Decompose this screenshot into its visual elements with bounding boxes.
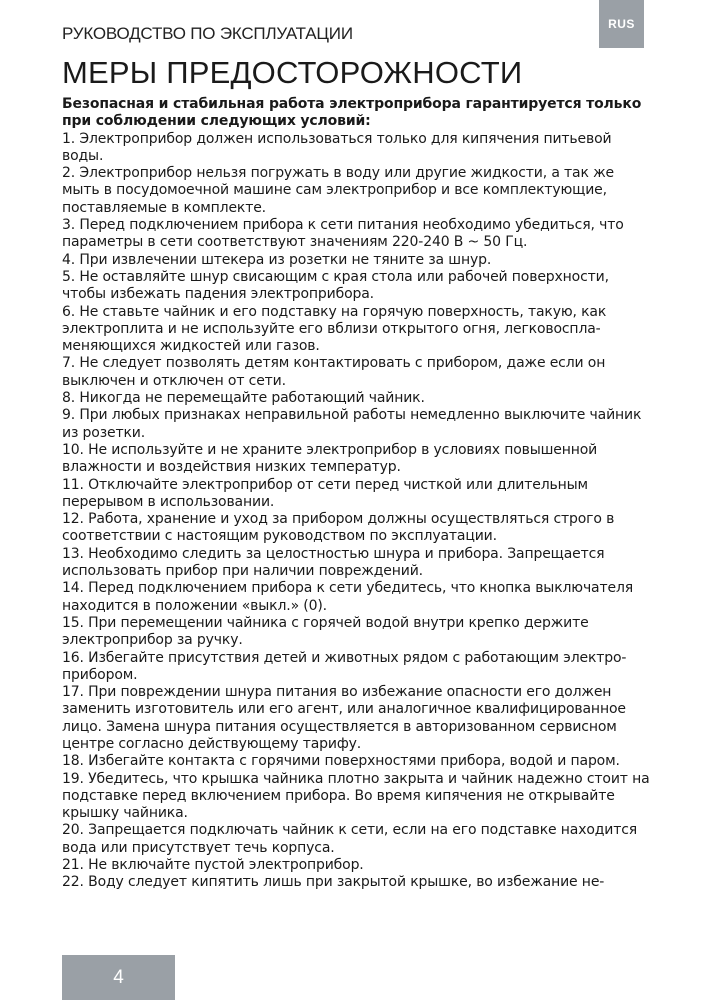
page-number: 4	[62, 955, 175, 1000]
safety-rule-20: 20. Запрещается подключать чайник к сети, если на его подставке находится вода или присутствует течь корпуса.	[62, 822, 638, 856]
safety-rule-18: 18. Избегайте контакта с горячими поверхностями прибора, водой и паром.	[62, 753, 620, 770]
language-badge: RUS	[599, 0, 644, 48]
safety-rule-8: 8. Никогда не перемещайте работающий чайник.	[62, 390, 425, 407]
safety-rule-3: 3. Перед подключением прибора к сети питания необходимо убедиться, что параметры в сети соответствуют значениям 220-240 В ~ 50 Гц.	[62, 217, 624, 251]
safety-rule-15: 15. При перемещении чайника с горячей водой внутри крепко держите электроприбор за ручку.	[62, 614, 589, 649]
safety-rule-14: 14. Перед подключением прибора к сети убедитесь, что кнопка выключателя находится в положении «выкл.» (0).	[62, 580, 634, 614]
safety-rule-19: 19. Убедитесь, что крышка чайника плотно закрыта и чайник надежно стоит на подставке перед включением прибора. Во время кипячения не открывайте крышку чайника.	[62, 770, 650, 822]
safety-rule-21: 21. Не включайте пустой электроприбор.	[62, 857, 364, 874]
safety-rule-1: 1. Электроприбор должен использоваться только для кипячения питьевой воды.	[62, 130, 612, 164]
safety-rule-22: 22. Воду следует кипятить лишь при закрытой крышке, во избежание не-	[62, 874, 605, 891]
safety-rules-list	[62, 131, 650, 892]
safety-precautions-section	[62, 96, 650, 892]
safety-rule-4: 4. При извлечении штекера из розетки не тяните за шнур.	[62, 251, 492, 268]
safety-rule-2: 2. Электроприбор нельзя погружать в воду или другие жидкости, а так же мыть в посудомоечной машине сам электроприбор и все комплектующие, поставляемые в комплекте.	[62, 165, 615, 216]
page-title: МЕРЫ ПРЕДОСТОРОЖНОСТИ	[62, 55, 523, 90]
safety-rule-9: 9. При любых признаках неправильной работы немедленно выключите чайник из розетки.	[62, 407, 642, 441]
safety-rule-13: 13. Необходимо следить за целостностью шнура и прибора. Запрещается использовать прибор при наличии повреждений.	[62, 545, 605, 580]
safety-rule-12: 12. Работа, хранение и уход за прибором должны осуществляться строго в соответствии с настоящим руководством по эксплуатации.	[62, 511, 615, 545]
safety-rule-11: 11. Отключайте электроприбор от сети перед чисткой или длительным перерывом в использовании.	[62, 476, 588, 510]
safety-rule-5: 5. Не оставляйте шнур свисающим с края стола или рабочей поверхности, чтобы избежать падения электроприбора.	[62, 268, 609, 303]
intro-text: Безопасная и стабильная работа электроприбора гарантируется только при соблюдении следующих условий:	[62, 96, 642, 130]
manual-header-title: РУКОВОДСТВО ПО ЭКСПЛУАТАЦИИ	[62, 24, 353, 43]
safety-rule-10: 10. Не используйте и не храните электроприбор в условиях повышенной влажности и воздействия низких температур.	[62, 441, 598, 476]
safety-rule-16: 16. Избегайте присутствия детей и животных рядом с работающим электроприбором.	[62, 649, 627, 683]
safety-rule-7: 7. Не следует позволять детям контактировать с прибором, даже если он выключен и отключен от сети.	[62, 355, 606, 389]
safety-rule-17: 17. При повреждении шнура питания во избежание опасности его должен заменить изготовитель или его агент, или аналогичное квалифицированное лицо. Замена шнура питания осуществляется в авторизованном сервисном центре согласно действующему тарифу.	[62, 684, 626, 752]
safety-rule-6: 6. Не ставьте чайник и его подставку на горячую поверхность, такую, как электроплита и не используйте его вблизи открытого огня, легковоспламеняющихся жидкостей или газов.	[62, 303, 607, 355]
